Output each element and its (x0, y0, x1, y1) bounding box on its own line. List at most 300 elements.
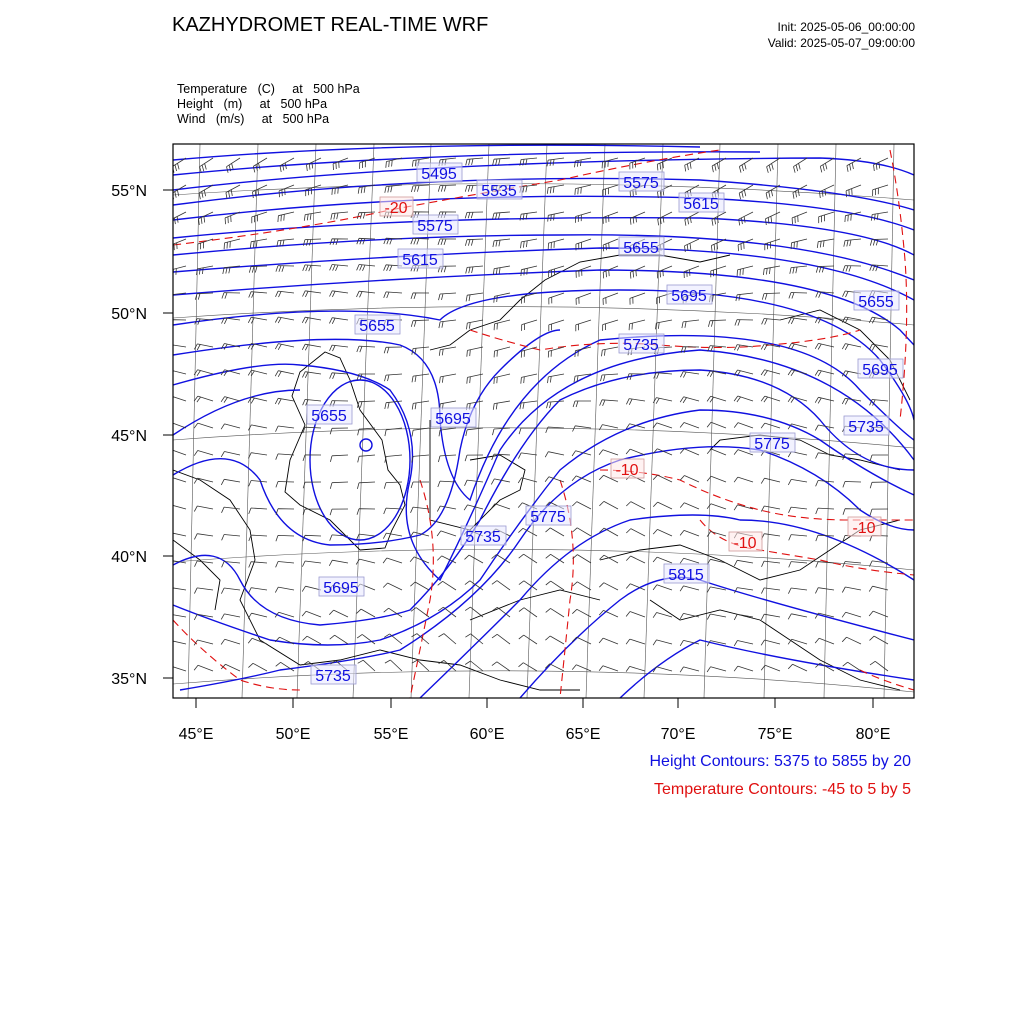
svg-text:5735: 5735 (315, 668, 351, 685)
wind-barb (653, 475, 672, 482)
wind-barb (842, 587, 861, 593)
wind-barb (680, 372, 699, 378)
height-label (461, 526, 506, 546)
wind-barb (167, 477, 186, 482)
wind-barb (330, 635, 348, 644)
wind-barb (357, 291, 376, 297)
wind-barb (276, 426, 295, 432)
wind-barb (842, 637, 861, 644)
wind-barb (845, 212, 861, 222)
wind-barb (844, 239, 861, 247)
wind-barb (653, 557, 672, 563)
wind-barb (626, 639, 645, 644)
wind-barb (194, 665, 213, 671)
wind-barb (466, 428, 483, 436)
svg-text:5735: 5735 (848, 419, 884, 436)
wind-barb (330, 291, 349, 297)
wind-barb (870, 455, 888, 461)
wind-barb (411, 185, 429, 192)
wind-barb (330, 482, 348, 489)
wind-barb (357, 482, 375, 489)
wind-barb (221, 588, 240, 594)
wind-barb (548, 239, 564, 249)
wind-barb (330, 535, 348, 541)
wind-barb (385, 660, 402, 671)
wind-barb (790, 266, 807, 274)
wind-barb (842, 612, 861, 617)
wind-barb (492, 634, 510, 644)
wind-barb (707, 667, 726, 672)
wind-barb (603, 266, 618, 278)
wind-barb (519, 581, 537, 590)
wind-barb (653, 398, 672, 404)
wind-barb (599, 501, 618, 509)
wind-barb (653, 529, 672, 536)
wind-barb (576, 266, 591, 278)
wind-barb (200, 158, 213, 173)
wind-barb (654, 373, 672, 379)
wind-barb (330, 265, 348, 271)
variable-wind: Wind (m/s) at 500 hPa (177, 112, 330, 126)
wind-barb (599, 638, 618, 644)
wind-barb (466, 293, 483, 301)
wind-barb (465, 239, 483, 246)
wind-barb (437, 531, 456, 536)
wind-barb (761, 665, 780, 671)
wind-barb (412, 374, 429, 382)
wind-barb (302, 586, 321, 591)
wind-barb (519, 554, 537, 563)
lat-label: 35°N (111, 671, 147, 688)
wind-barb (410, 582, 429, 590)
wind-barb (626, 529, 645, 536)
lon-label: 80°E (855, 726, 891, 743)
wind-barb (439, 293, 457, 300)
wind-barb (707, 396, 726, 402)
wind-barb (167, 505, 186, 510)
wind-barb (815, 588, 834, 594)
wind-barb (680, 667, 699, 672)
wind-barb (329, 610, 348, 617)
wind-barb (739, 185, 753, 199)
wind-barb (820, 158, 834, 172)
wind-barb (734, 641, 753, 646)
wind-barb (466, 158, 483, 165)
svg-text:5655: 5655 (623, 240, 659, 257)
wind-barb (358, 660, 375, 671)
height-label (413, 215, 458, 235)
wind-barb (276, 535, 294, 541)
wind-barb (761, 370, 780, 376)
wind-barb (599, 610, 618, 617)
wind-barb (626, 612, 645, 618)
svg-text:5735: 5735 (465, 529, 501, 546)
wind-barb (492, 581, 510, 590)
wind-barb (603, 293, 618, 305)
wind-barb (626, 449, 645, 455)
variable-height: Height (m) at 500 hPa (177, 97, 328, 111)
wind-barb (330, 509, 348, 515)
wind-barb (763, 266, 780, 275)
wind-barb (518, 453, 537, 459)
temp-label (611, 459, 644, 479)
wind-barb (302, 344, 321, 350)
wind-barb (761, 588, 780, 594)
svg-text:5735: 5735 (623, 337, 659, 354)
graticule (173, 144, 914, 698)
wind-barb (194, 423, 213, 428)
svg-text:5695: 5695 (862, 362, 898, 379)
wind-barb (761, 534, 780, 540)
lon-label: 60°E (469, 726, 505, 743)
wind-barb (707, 371, 726, 377)
wind-barb (358, 428, 375, 435)
temp-label (848, 517, 881, 537)
wind-barb (194, 396, 213, 402)
wind-barb (466, 266, 483, 274)
wind-barb (221, 424, 240, 429)
lon-label: 70°E (660, 726, 696, 743)
wind-barb (547, 185, 564, 194)
wind-barb (653, 667, 672, 672)
wind-barb (384, 347, 402, 353)
wind-barb (843, 266, 861, 272)
wind-barb (819, 212, 834, 223)
svg-text:-10: -10 (615, 462, 639, 479)
lat-label: 50°N (111, 306, 147, 323)
wind-barb (792, 212, 807, 224)
wind-barb (330, 373, 348, 379)
height-contour-labels (307, 163, 903, 685)
wind-barb (573, 582, 591, 590)
svg-text:-20: -20 (384, 200, 408, 217)
wind-barb (572, 502, 591, 509)
wind-barb (465, 480, 484, 486)
svg-text:5655: 5655 (359, 318, 395, 335)
wind-barb (734, 396, 753, 402)
svg-text:5575: 5575 (417, 218, 453, 235)
wind-barb (735, 320, 753, 326)
lon-label: 55°E (373, 726, 409, 743)
wind-barb (680, 423, 699, 429)
wind-barb (788, 639, 807, 644)
height-label (619, 172, 664, 192)
wind-barb (248, 425, 267, 431)
wind-barb (548, 374, 565, 383)
wind-barb (734, 423, 753, 428)
wind-barb (767, 158, 780, 173)
wind-barb (249, 481, 267, 487)
wind-barb (221, 639, 240, 644)
wind-barb (734, 345, 753, 351)
svg-text:5655: 5655 (311, 408, 347, 425)
wind-barb (626, 502, 645, 509)
wind-barb (680, 558, 699, 563)
map-frame (173, 144, 914, 698)
wind-barb (439, 634, 457, 644)
wind-barb (816, 508, 834, 514)
wind-barb (195, 293, 213, 300)
wind-barb (603, 185, 618, 196)
wind-barb (222, 535, 240, 541)
wind-barb (546, 581, 564, 590)
height-label (417, 163, 462, 183)
svg-text:5615: 5615 (402, 252, 438, 269)
height-label (355, 315, 400, 335)
wind-barb (707, 422, 726, 428)
lon-label: 45°E (178, 726, 214, 743)
wind-barb (249, 508, 267, 514)
wind-barb (167, 396, 186, 402)
wind-barb (248, 663, 267, 671)
lon-label: 65°E (565, 726, 601, 743)
height-contours (173, 145, 914, 698)
wind-barb (680, 397, 699, 403)
wind-barb (172, 185, 186, 199)
wind-barb (494, 374, 510, 384)
wind-barb (276, 482, 294, 488)
wind-barb (711, 239, 726, 252)
wind-barb (385, 185, 402, 193)
wind-barb (546, 608, 564, 617)
wind-barb (629, 320, 645, 330)
wind-barb (333, 158, 348, 170)
svg-text:-10: -10 (852, 520, 876, 537)
wind-barb (549, 293, 564, 304)
wind-barb (227, 158, 241, 173)
wind-barb (626, 399, 645, 405)
wind-barb (167, 450, 186, 455)
wind-barb (734, 560, 753, 566)
wind-barb (440, 374, 457, 383)
wind-barb (253, 185, 268, 198)
wind-barb (329, 318, 348, 324)
wind-barb (385, 374, 403, 381)
wind-barb (789, 562, 807, 568)
wind-barb (518, 478, 537, 483)
wind-barb (761, 396, 780, 402)
svg-text:5695: 5695 (435, 411, 471, 428)
wind-barb (276, 266, 294, 272)
wind-barb (303, 291, 322, 297)
svg-text:5535: 5535 (481, 183, 517, 200)
map-title: KAZHYDROMET REAL-TIME WRF (172, 14, 489, 36)
wind-barb (788, 318, 807, 324)
wind-barb (762, 319, 780, 325)
wind-barb (249, 562, 267, 568)
height-label (319, 577, 364, 597)
wind-barb (357, 609, 376, 617)
wind-barb (626, 666, 645, 671)
wind-barb (494, 347, 510, 357)
wind-barb (275, 344, 294, 350)
wind-barb (248, 613, 267, 618)
wind-barb (573, 401, 591, 407)
wind-barb (438, 581, 456, 590)
wind-barb (411, 293, 429, 299)
wind-barb (275, 371, 294, 377)
wind-barb (708, 320, 726, 327)
wind-barb (789, 507, 808, 513)
wind-barb (303, 399, 321, 405)
wind-barb (626, 556, 645, 563)
wind-barb (167, 588, 186, 594)
wind-barb (248, 370, 267, 376)
wind-barb (816, 562, 834, 568)
wind-barb (411, 320, 429, 327)
wind-barb (276, 291, 295, 297)
height-label (664, 564, 709, 584)
wind-barb (707, 559, 726, 564)
height-label (526, 506, 571, 526)
wind-barb (788, 452, 807, 458)
wind-barb (194, 534, 213, 540)
wind-barb (545, 452, 564, 458)
wind-barb (576, 320, 591, 331)
svg-text:5655: 5655 (858, 294, 894, 311)
wind-barb (599, 450, 618, 455)
wind-barb (734, 477, 753, 482)
svg-text:5495: 5495 (421, 166, 457, 183)
height-label (679, 193, 724, 213)
wind-barb (521, 239, 538, 248)
wind-barb (843, 482, 861, 488)
wind-barb (630, 266, 645, 279)
svg-text:5615: 5615 (683, 196, 719, 213)
variable-temperature: Temperature (C) at 500 hPa (177, 82, 360, 96)
wind-barb (383, 558, 402, 563)
wind-barb (439, 347, 456, 356)
wind-barb (815, 397, 834, 403)
wind-barb (248, 638, 267, 644)
height-label (844, 416, 889, 436)
wind-barb (465, 212, 483, 218)
wind-barb (384, 482, 402, 489)
temp-label (380, 197, 413, 217)
wind-barb (465, 661, 483, 671)
wind-barb (653, 585, 672, 590)
wind-barb (520, 401, 537, 409)
wind-barb (762, 561, 781, 567)
wind-barb (167, 345, 186, 351)
wind-barb (815, 343, 834, 349)
wind-barb (384, 292, 402, 298)
wind-barb (653, 423, 672, 428)
wind-barb (249, 292, 267, 298)
wind-barb (222, 507, 241, 513)
wind-barb (843, 509, 861, 515)
wind-barb (331, 212, 348, 220)
wind-barb (548, 212, 564, 222)
wind-barb (573, 528, 592, 536)
wind-barb (194, 588, 213, 594)
wind-barb (222, 293, 240, 299)
wind-barb (761, 640, 780, 645)
wind-barb (248, 453, 267, 459)
wind-barb (492, 662, 510, 671)
wind-barb (199, 212, 214, 225)
svg-text:5695: 5695 (671, 288, 707, 305)
wind-barb (275, 398, 294, 404)
wind-barb (275, 587, 294, 593)
wind-barb (870, 661, 888, 671)
height-label (858, 359, 903, 379)
wind-barb (788, 664, 807, 671)
wind-barb (789, 293, 807, 299)
wind-barb (438, 239, 456, 245)
svg-text:5775: 5775 (530, 509, 566, 526)
height-label (854, 291, 899, 311)
height-label (311, 665, 356, 685)
wind-barb (707, 532, 726, 537)
wind-barb (221, 452, 240, 457)
init-time: Init: 2025-05-06_00:00:00 (777, 20, 915, 34)
wind-barb (707, 476, 726, 482)
wind-barb (248, 397, 267, 403)
wind-barb (411, 482, 429, 488)
wind-barb (302, 317, 321, 323)
height-label (307, 405, 352, 425)
wind-barb (575, 185, 591, 195)
wind-barb (412, 455, 429, 463)
wind-barb (680, 503, 699, 509)
wind-barb (304, 212, 321, 221)
wind-barb (303, 455, 321, 461)
wind-barb (438, 185, 456, 192)
height-label (750, 433, 795, 453)
wind-barb (467, 320, 484, 329)
wind-barb (493, 239, 510, 247)
svg-text:5575: 5575 (623, 175, 659, 192)
wind-barb (653, 502, 672, 509)
wind-barb (410, 557, 429, 563)
lat-label: 55°N (111, 183, 147, 200)
wind-barb (330, 345, 349, 351)
wind-barb (842, 344, 861, 350)
wind-barb (275, 317, 294, 323)
wind-barb (680, 449, 699, 455)
wind-barb (600, 400, 618, 406)
height-label (619, 334, 664, 354)
wind-barb (357, 265, 375, 271)
wind-barb (870, 509, 888, 515)
wind-barb (545, 636, 564, 644)
wind-barb (302, 611, 321, 617)
height-contour-legend: Height Contours: 5375 to 5855 by 20 (649, 753, 911, 770)
wind-barb (680, 530, 699, 536)
wind-barb (707, 614, 726, 620)
wind-barb (249, 266, 267, 273)
wind-barb (707, 449, 726, 455)
wind-barb (194, 640, 213, 645)
wind-barb (383, 533, 402, 539)
wind-barb (307, 158, 322, 171)
wind-barb (707, 504, 726, 509)
wind-barb (682, 320, 699, 328)
wind-barb (167, 614, 186, 620)
wind-barb (383, 583, 402, 590)
wind-barb (602, 347, 619, 356)
wind-barb (761, 478, 780, 483)
wind-barb (167, 533, 186, 539)
wind-barb (576, 293, 591, 305)
wind-barb (248, 588, 267, 594)
wind-barb (493, 401, 510, 410)
wind-barb (739, 212, 753, 225)
lon-label: 75°E (757, 726, 793, 743)
wind-barb (253, 158, 267, 172)
wind-barb (357, 401, 375, 408)
